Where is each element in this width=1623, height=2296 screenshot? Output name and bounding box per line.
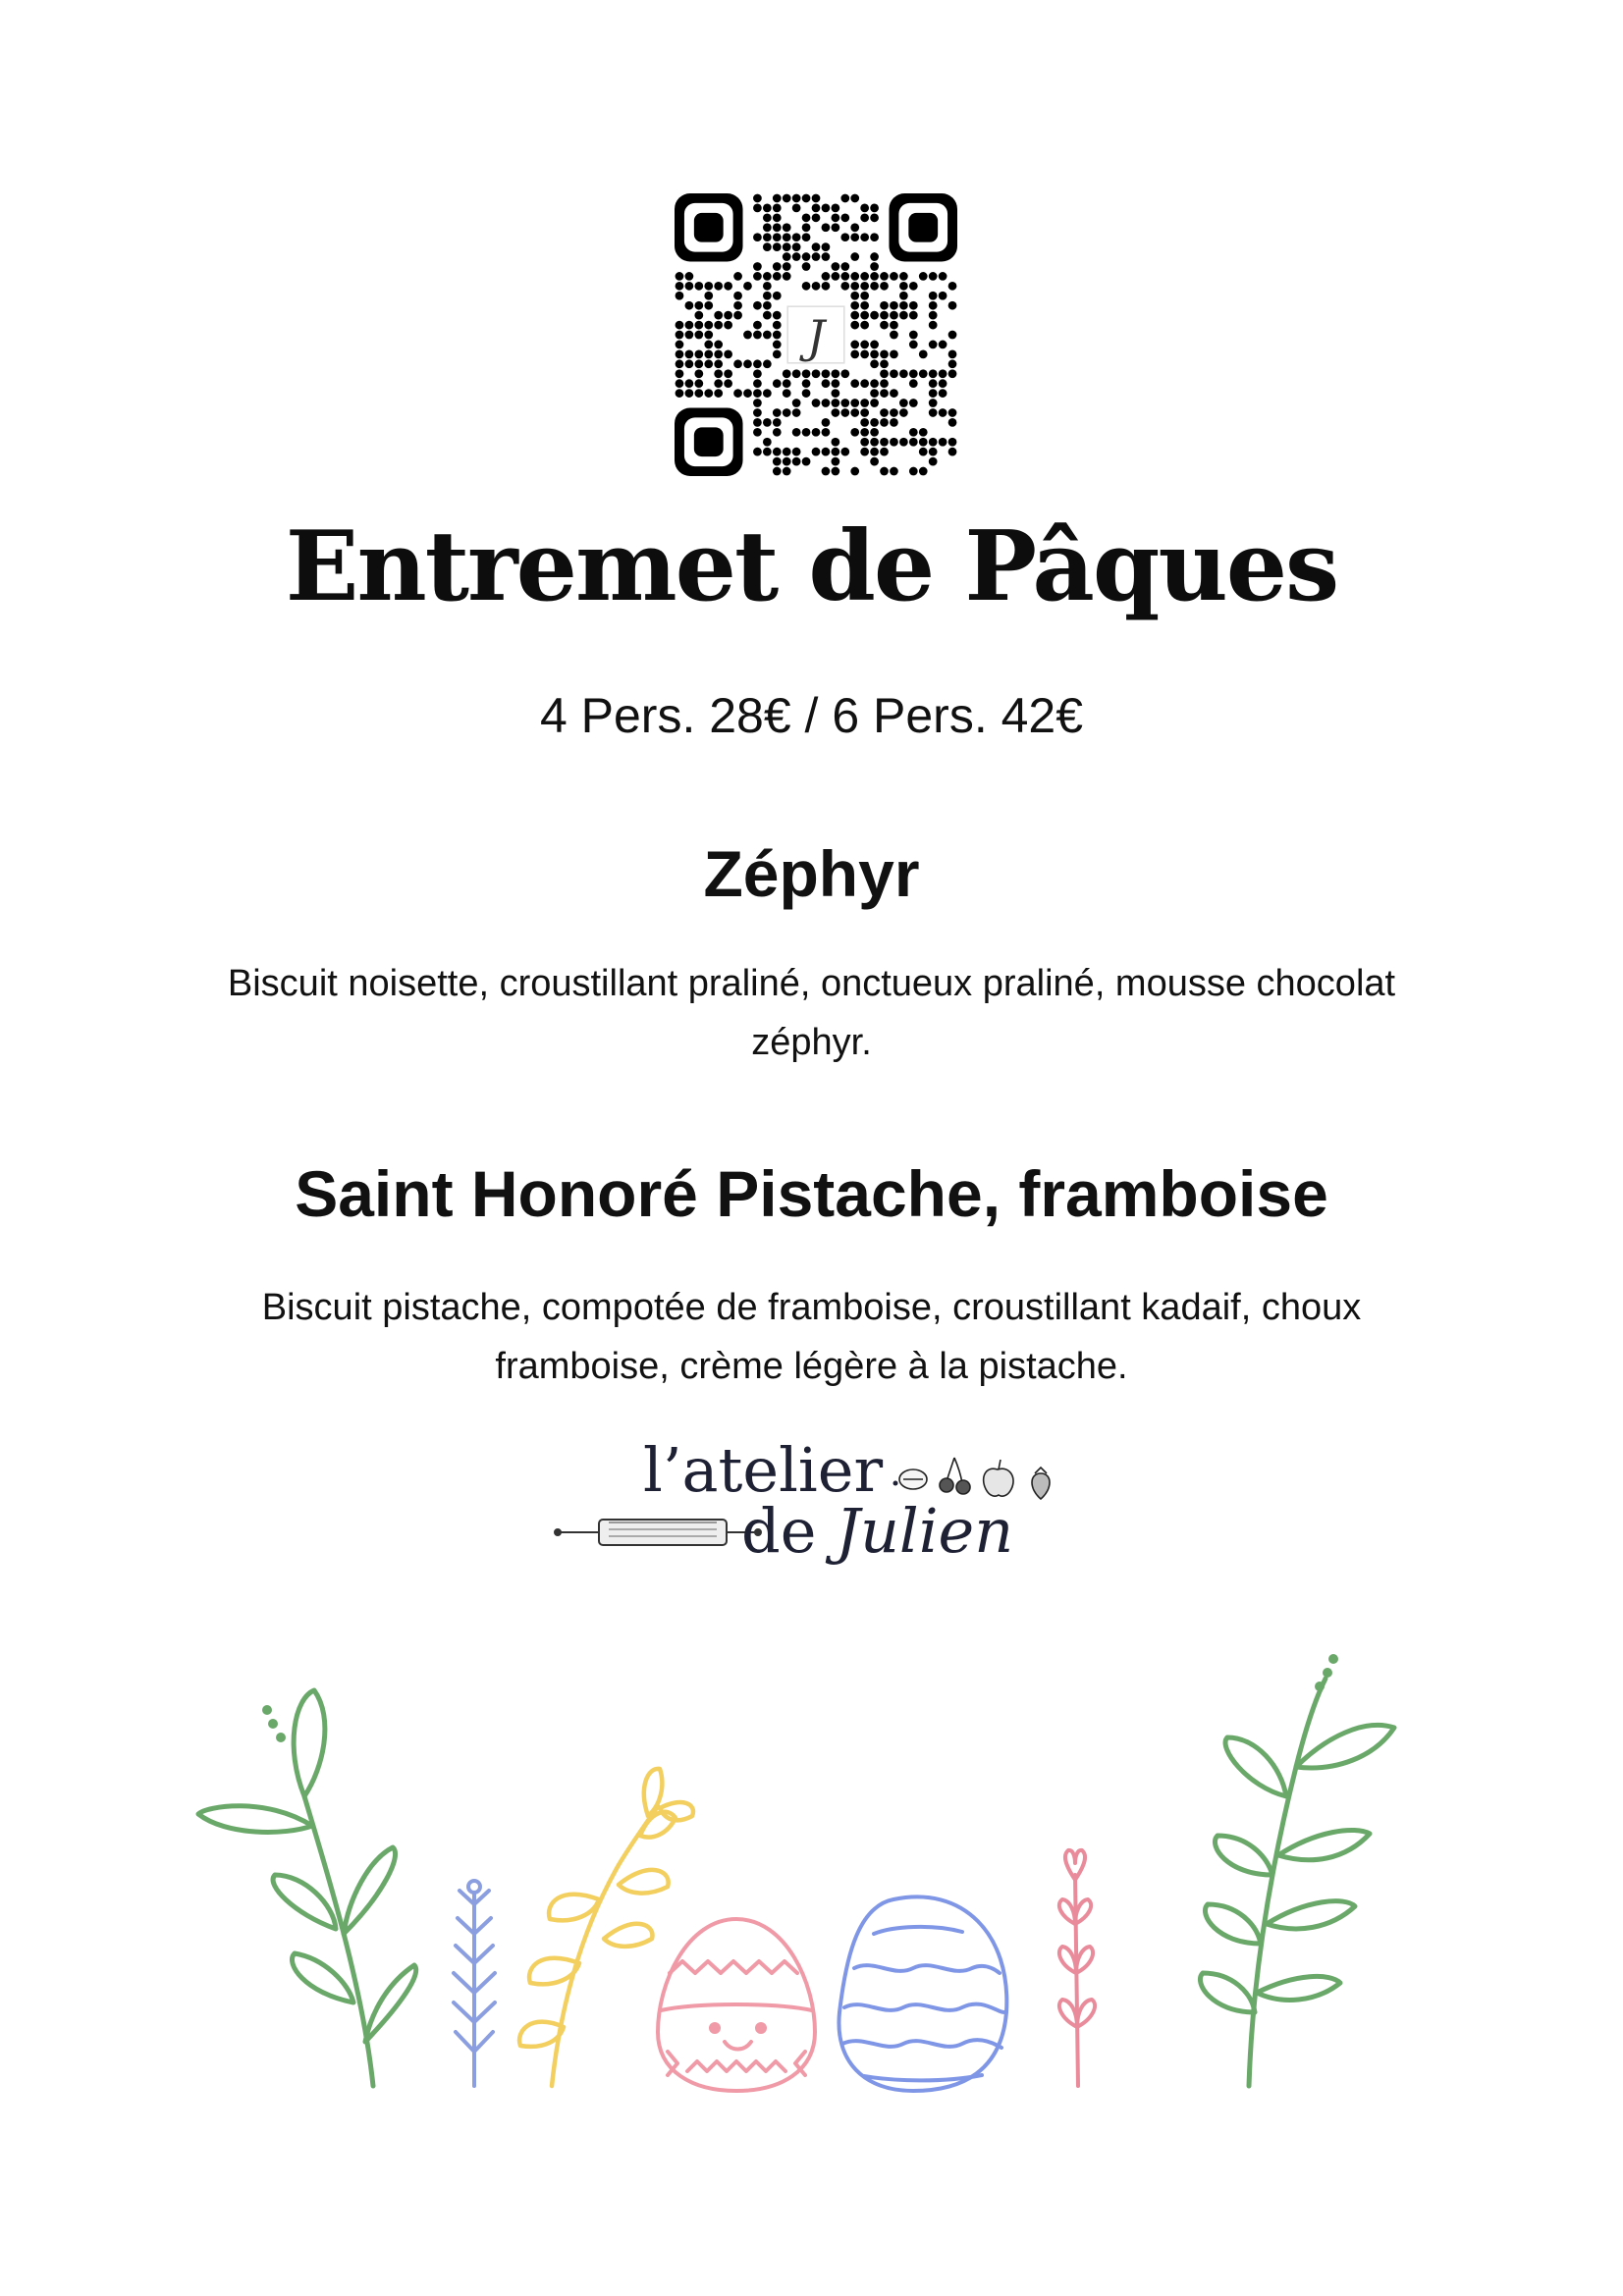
item-title-zephyr: Zéphyr bbox=[703, 837, 920, 910]
easter-illustration bbox=[187, 1639, 1453, 2101]
right-leafy-branch-icon bbox=[1200, 1679, 1394, 2086]
wheat-sprig-icon bbox=[519, 1769, 693, 2086]
brand-name-line1: l’atelier bbox=[643, 1434, 884, 1506]
qr-center-letter: J bbox=[806, 310, 826, 363]
rolling-pin-icon bbox=[555, 1520, 761, 1545]
price-line: 4 Pers. 28€ / 6 Pers. 42€ bbox=[539, 688, 1084, 743]
pink-easter-egg-icon bbox=[658, 1919, 815, 2091]
item-description-zephyr: Biscuit noisette, croustillant praliné, onctueux praliné, mousse chocolat zéphyr. bbox=[227, 963, 1396, 1063]
blue-easter-egg-icon bbox=[839, 1896, 1006, 2091]
item-description-saint-honore: Biscuit pistache, compotée de framboise, croustillant kadaif, choux framboise, crème légère à la pistache. bbox=[261, 1287, 1362, 1387]
left-leafy-branch-icon bbox=[198, 1690, 416, 2086]
item-title-saint-honore: Saint Honoré Pistache, framboise bbox=[295, 1157, 1328, 1230]
lemon-icon bbox=[899, 1469, 927, 1489]
cherries-icon bbox=[940, 1458, 970, 1494]
brand-logo bbox=[550, 1428, 1100, 1595]
page-title: Entremet de Pâques bbox=[285, 510, 1338, 623]
pink-sprig-icon bbox=[1059, 1850, 1095, 2086]
strawberry-icon bbox=[1032, 1468, 1050, 1499]
lavender-sprig-icon bbox=[454, 1881, 495, 2086]
apple-icon bbox=[984, 1460, 1013, 1496]
brand-name-line2: de Julien bbox=[741, 1495, 1014, 1567]
qr-code-icon[interactable] bbox=[675, 193, 957, 476]
